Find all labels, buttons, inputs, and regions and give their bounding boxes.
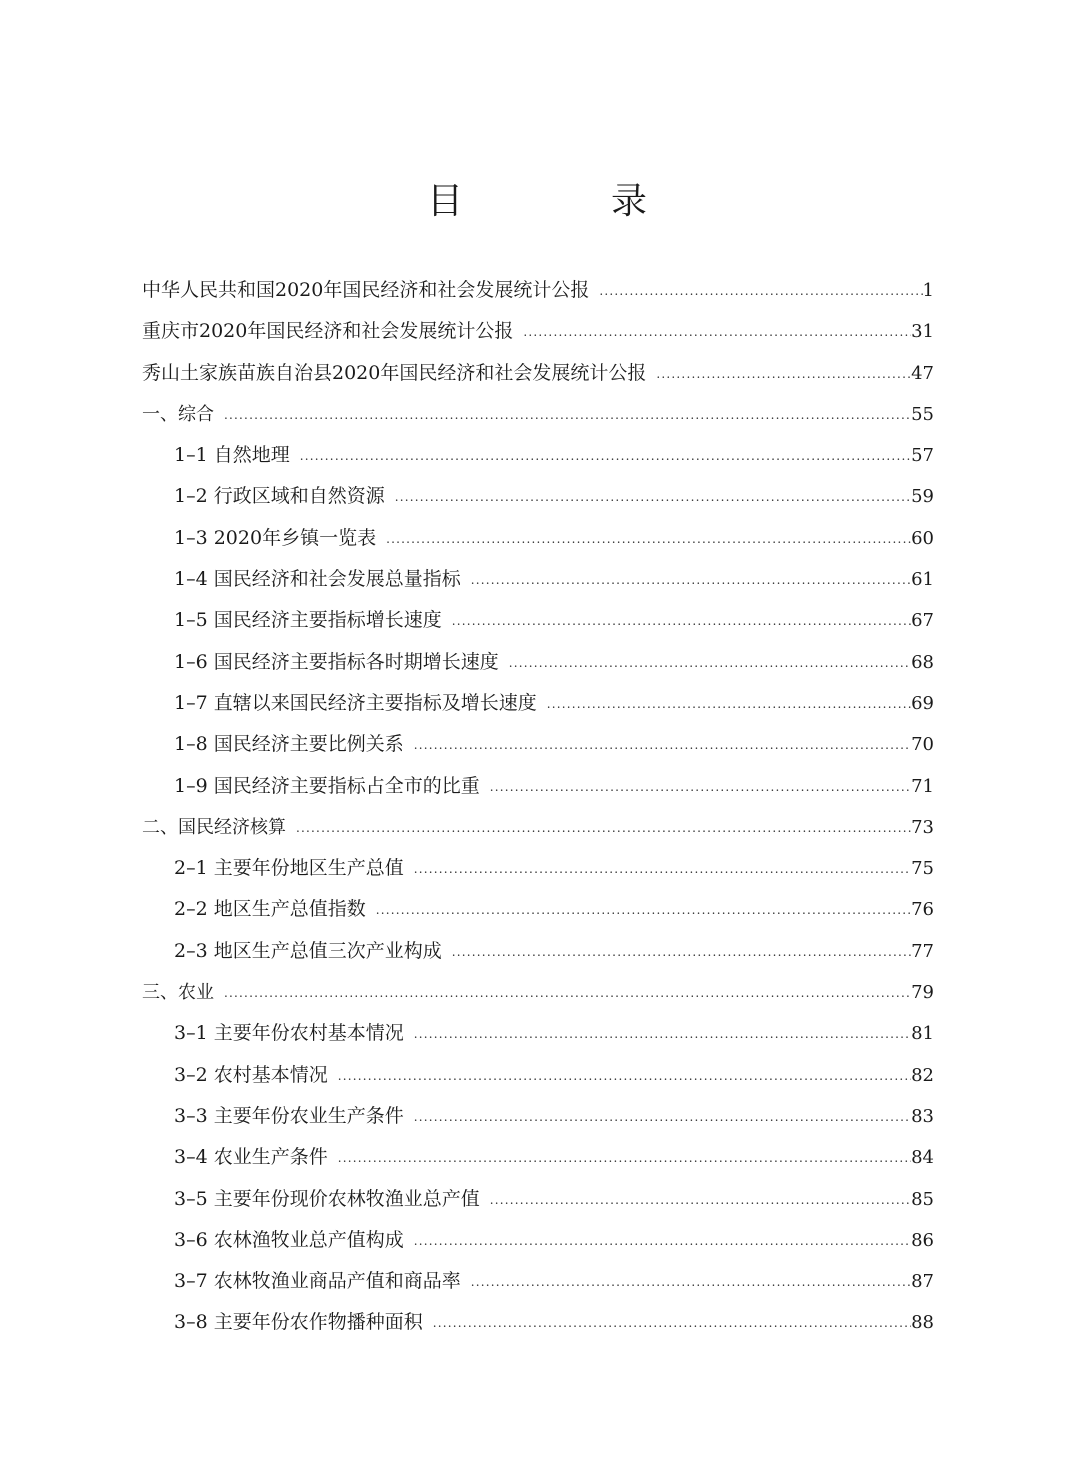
toc-page-number: 76	[911, 899, 934, 921]
toc-entry-label: 1–3 2020年乡镇一览表	[174, 526, 377, 549]
dot-leader	[509, 643, 911, 684]
toc-entry-label: 2–2 地区生产总值指数	[174, 898, 366, 921]
toc-page-number: 67	[911, 610, 934, 632]
toc-entry-label: 3–6 农林渔牧业总产值构成	[174, 1228, 404, 1251]
dot-leader	[523, 312, 911, 353]
dot-leader	[376, 890, 911, 931]
toc-entry-label: 1–7 直辖以来国民经济主要指标及增长速度	[174, 691, 537, 714]
toc-page-number: 61	[911, 569, 934, 591]
dot-leader	[490, 1180, 911, 1221]
dot-leader	[414, 1014, 911, 1055]
table-of-contents	[142, 270, 934, 1344]
toc-page-number: 81	[911, 1023, 934, 1045]
toc-entry-label: 二、国民经济核算	[142, 816, 286, 838]
toc-page-number: 1	[922, 280, 934, 301]
toc-entry-label: 中华人民共和国2020年国民经济和社会发展统计公报	[142, 279, 590, 301]
toc-page-number: 55	[911, 403, 934, 425]
toc-entry-label: 3–3 主要年份农业生产条件	[174, 1104, 404, 1127]
page-title: 目 录	[426, 181, 703, 222]
dot-leader	[414, 1221, 911, 1262]
toc-page-number: 68	[911, 651, 934, 673]
toc-entry[interactable]	[142, 1096, 934, 1137]
toc-entry[interactable]	[142, 311, 934, 352]
dot-leader	[452, 601, 911, 642]
toc-page-number: 70	[911, 734, 934, 756]
toc-entry-label: 一、综合	[142, 403, 214, 425]
dot-leader	[547, 684, 911, 725]
dot-leader	[414, 1097, 911, 1138]
dot-leader	[490, 767, 911, 808]
toc-page-number: 85	[911, 1188, 934, 1210]
dot-leader	[338, 1056, 911, 1097]
toc-entry-label: 2–1 主要年份地区生产总值	[174, 857, 404, 880]
dot-leader	[452, 932, 911, 973]
toc-entry-label: 1–8 国民经济主要比例关系	[174, 733, 404, 756]
toc-page-number: 73	[911, 816, 934, 838]
dot-leader	[296, 808, 911, 849]
toc-page-number: 47	[911, 362, 934, 384]
toc-entry-label: 1–1 自然地理	[174, 444, 290, 467]
toc-entry[interactable]	[142, 435, 934, 476]
toc-page-number: 75	[911, 858, 934, 880]
dot-leader	[599, 271, 922, 312]
toc-entry[interactable]	[142, 1055, 934, 1096]
toc-entry[interactable]	[142, 476, 934, 517]
toc-entry[interactable]	[142, 889, 934, 930]
toc-page-number: 88	[911, 1312, 934, 1334]
toc-entry-label: 1–9 国民经济主要指标占全市的比重	[174, 774, 480, 797]
dot-leader	[656, 354, 911, 395]
toc-page-number: 69	[911, 692, 934, 714]
toc-entry[interactable]	[142, 270, 934, 311]
dot-leader	[224, 395, 911, 436]
toc-page-number: 86	[911, 1229, 934, 1251]
toc-page-number: 82	[911, 1064, 934, 1086]
toc-entry-label: 三、农业	[142, 982, 214, 1004]
toc-entry[interactable]	[142, 353, 934, 394]
dot-leader	[224, 973, 911, 1014]
toc-page-number: 57	[911, 445, 934, 467]
toc-page-number: 77	[911, 940, 934, 962]
toc-page-number: 79	[911, 982, 934, 1004]
toc-entry-label: 1–4 国民经济和社会发展总量指标	[174, 568, 461, 591]
toc-page-number: 59	[911, 486, 934, 508]
dot-leader	[338, 1138, 911, 1179]
toc-page-number: 84	[911, 1147, 934, 1169]
toc-section-heading[interactable]	[142, 807, 934, 848]
toc-entry[interactable]	[142, 848, 934, 889]
toc-page-number: 60	[911, 527, 934, 549]
toc-entry[interactable]	[142, 1137, 934, 1178]
toc-section-heading[interactable]	[142, 394, 934, 435]
toc-entry[interactable]	[142, 1013, 934, 1054]
toc-page-number: 87	[911, 1271, 934, 1293]
toc-entry-label: 3–1 主要年份农村基本情况	[174, 1022, 404, 1045]
toc-entry[interactable]	[142, 642, 934, 683]
toc-entry-label: 2–3 地区生产总值三次产业构成	[174, 939, 442, 962]
dot-leader	[300, 436, 911, 477]
dot-leader	[471, 560, 911, 601]
toc-entry[interactable]	[142, 1261, 934, 1302]
toc-entry[interactable]	[142, 724, 934, 765]
toc-section-heading[interactable]	[142, 972, 934, 1013]
toc-entry[interactable]	[142, 559, 934, 600]
toc-entry-label: 3–2 农村基本情况	[174, 1063, 328, 1086]
dot-leader	[414, 725, 911, 766]
dot-leader	[386, 519, 911, 560]
toc-entry-label: 1–2 行政区域和自然资源	[174, 485, 385, 508]
toc-entry-label: 秀山土家族苗族自治县2020年国民经济和社会发展统计公报	[142, 361, 647, 384]
dot-leader	[433, 1303, 911, 1344]
toc-entry[interactable]	[142, 1220, 934, 1261]
toc-entry[interactable]	[142, 518, 934, 559]
dot-leader	[414, 849, 911, 890]
toc-entry-label: 3–7 农林牧渔业商品产值和商品率	[174, 1270, 461, 1293]
toc-entry[interactable]	[142, 1302, 934, 1343]
toc-entry-label: 3–8 主要年份农作物播种面积	[174, 1311, 423, 1334]
toc-page-number: 83	[911, 1105, 934, 1127]
toc-entry-label: 重庆市2020年国民经济和社会发展统计公报	[142, 320, 514, 343]
toc-entry-label: 1–6 国民经济主要指标各时期增长速度	[174, 650, 499, 673]
toc-entry-label: 1–5 国民经济主要指标增长速度	[174, 609, 442, 632]
toc-page-number: 31	[911, 321, 934, 343]
toc-page-number: 71	[911, 775, 934, 797]
toc-entry[interactable]	[142, 931, 934, 972]
toc-entry-label: 3–5 主要年份现价农林牧渔业总产值	[174, 1187, 480, 1210]
toc-entry[interactable]	[142, 1179, 934, 1220]
toc-entry-label: 3–4 农业生产条件	[174, 1146, 328, 1169]
toc-entry[interactable]	[142, 600, 934, 641]
toc-entry[interactable]	[142, 766, 934, 807]
dot-leader	[395, 477, 911, 518]
dot-leader	[471, 1262, 911, 1303]
toc-entry[interactable]	[142, 683, 934, 724]
